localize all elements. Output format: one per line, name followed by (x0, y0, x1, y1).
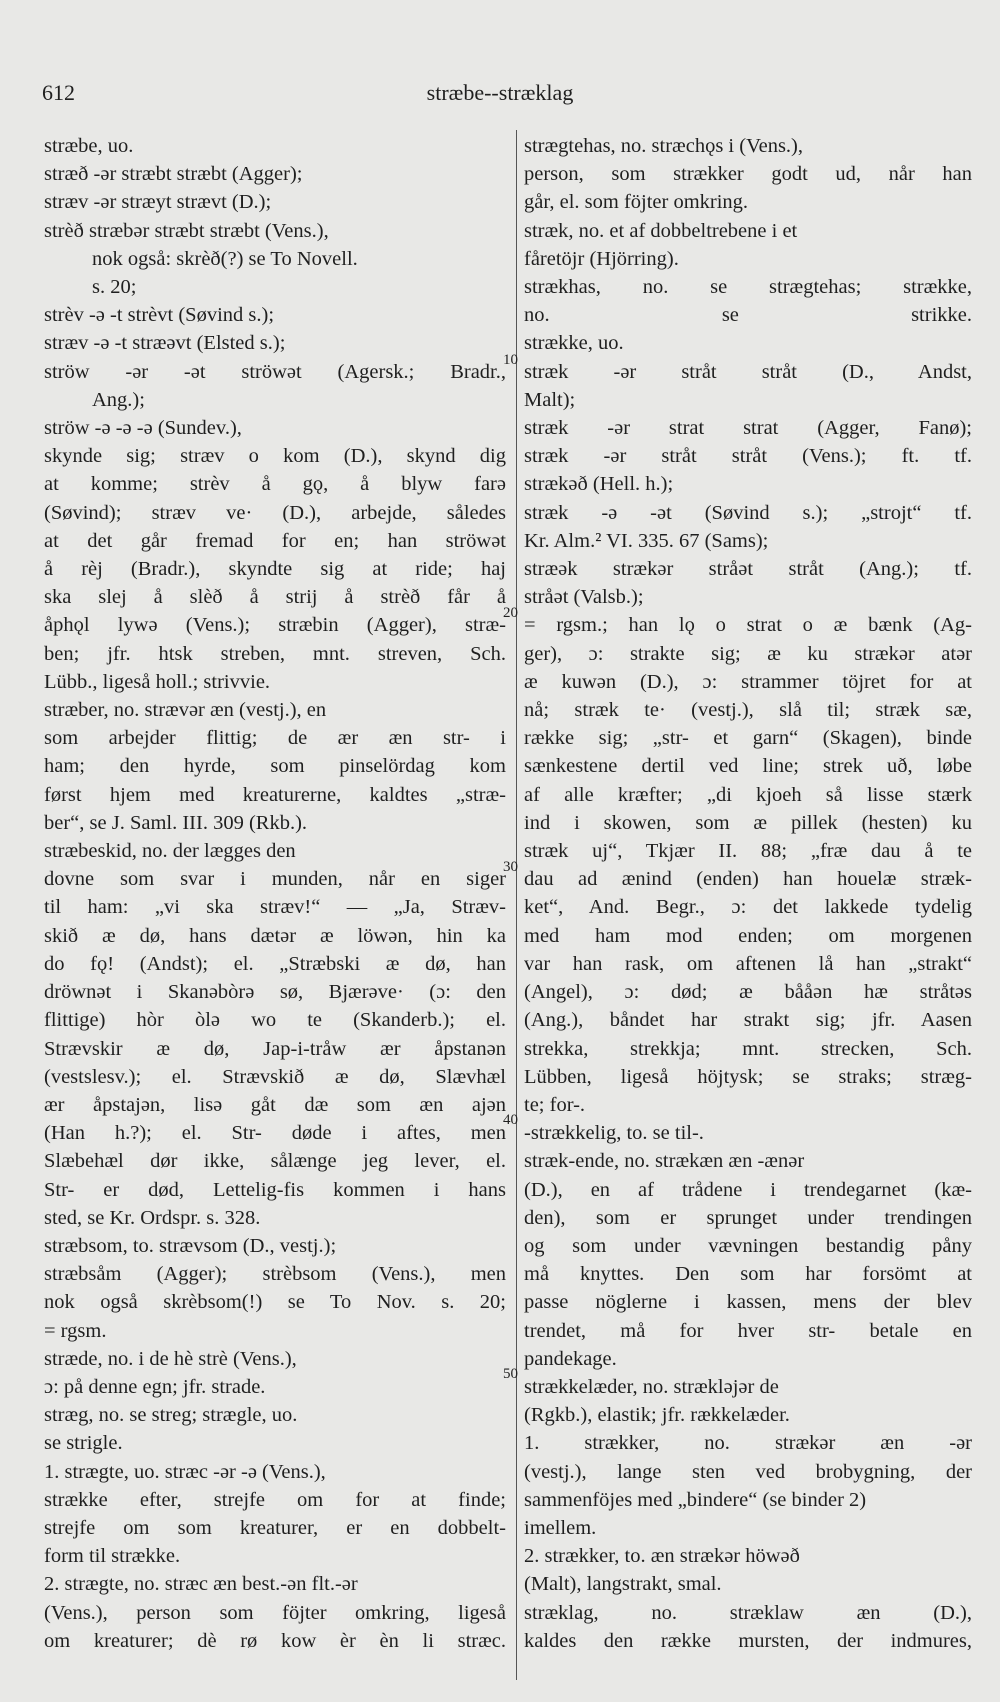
left-column-line: om kreaturer; dè rø kow èr èn li stræc. (44, 1629, 506, 1652)
right-column-line: må knyttes. Den som har forsömt at (524, 1263, 972, 1286)
right-column-line: stræklag, no. stræklaw æn (D.), (524, 1601, 972, 1624)
right-column-line: æ kuwən (D.), ɔ: strammer töjret for at (524, 670, 972, 693)
right-column-line: -strækkelig, to. se til-. (524, 1122, 704, 1145)
right-column-line: stræk -ər strat strat (Agger, Fanø); (524, 417, 972, 440)
left-column-line: ham; den hyrde, som pinselördag kom (44, 755, 506, 778)
right-column-line: 2. strækker, to. æn strækər höwəð (524, 1545, 800, 1568)
left-column-line: Lübb., ligeså holl.; strivvie. (44, 670, 271, 693)
right-column-line: person, som strækker godt ud, når han (524, 163, 972, 186)
left-column-line: (Vens.), person som föjter omkring, ligeså (44, 1601, 506, 1624)
right-column-line: pandekage. (524, 1347, 617, 1370)
right-column-line: imellem. (524, 1516, 597, 1539)
left-column-line: å rèj (Bradr.), skyndte sig at ride; haj (44, 558, 506, 581)
left-column-line: stræber, no. strævər æn (vestj.), en (44, 699, 327, 722)
right-column-line: nå; stræk te· (vestj.), slå til; stræk sæ, (524, 699, 972, 722)
right-column-line: strækkelæder, no. strækləjər de (524, 1375, 779, 1398)
right-column-line: sammenföjes med „bindere“ (se binder 2) (524, 1488, 867, 1511)
left-column-line: at komme; strèv å gǫ, å blyw farə (44, 473, 506, 496)
right-column-line: strekka, strekkja; mnt. strecken, Sch. (524, 1037, 972, 1060)
left-column-line: strèð stræbər stræbt stræbt (Vens.), (44, 219, 329, 242)
right-column-line: med ham mod enden; om morgenen (524, 924, 972, 947)
right-column-line: ind i skowen, som æ pillek (hesten) ku (524, 811, 972, 834)
right-column-line: kaldes den række mursten, der indmures, (524, 1629, 972, 1652)
right-column-line: trendet, må for hver str- betale en (524, 1319, 972, 1342)
right-column-line: (Ang.), båndet har strakt sig; jfr. Aasen (524, 1009, 972, 1032)
left-column-line: dovne som svar i munden, når en siger (44, 868, 506, 891)
right-column-line: passe nöglerne i kassen, mens der blev (524, 1291, 972, 1314)
left-column-line: se strigle. (44, 1432, 123, 1455)
left-column-line: ska slej å slèð å strij å strèð får å (44, 586, 506, 609)
right-column-line: den), som er sprunget under trendingen (524, 1206, 972, 1229)
running-head: stræbe--stræklag (426, 80, 574, 105)
right-column-line: ket“, And. Begr., ɔ: det lakkede tydelig (524, 896, 972, 919)
right-column-line: stræk, no. et af dobbeltrebene i et (524, 219, 798, 242)
right-column-line: stræk-ende, no. strækæn æn -ænər (524, 1150, 805, 1173)
left-column-line: stræbsåm (Agger); strèbsom (Vens.), men (44, 1263, 506, 1286)
left-column-line: stræg, no. se streg; strægle, uo. (44, 1404, 298, 1427)
left-column-line: (Han h.?); el. Str- døde i aftes, men (44, 1122, 506, 1145)
right-column-line: (D.), en af trådene i trendegarnet (kæ- (524, 1178, 972, 1201)
left-column-line: stræde, no. i de hè strè (Vens.), (44, 1347, 297, 1370)
left-column-line: form til strække. (44, 1545, 181, 1568)
left-column-line: 1. strægte, uo. stræc -ər -ə (Vens.), (44, 1460, 326, 1483)
left-column-line: strække efter, strejfe om for at finde; (44, 1488, 506, 1511)
right-column-line: ger), ɔ: strakte sig; æ ku strækər atər (524, 642, 972, 665)
right-column-line: går, el. som föjter omkring. (524, 191, 749, 214)
right-column-line: strækəð (Hell. h.); (524, 473, 674, 496)
left-column-line: stræbeskid, no. der lægges den (44, 840, 296, 863)
right-column-line: Kr. Alm.² VI. 335. 67 (Sams); (524, 529, 769, 552)
left-column-line: sted, se Kr. Ordspr. s. 328. (44, 1206, 261, 1229)
line-number-30: 30 (503, 859, 518, 875)
right-column-line: (Rgkb.), elastik; jfr. rækkelæder. (524, 1404, 790, 1427)
right-column-line: (vestj.), lange sten ved brobygning, der (524, 1460, 972, 1483)
left-column-line: = rgsm. (44, 1319, 107, 1342)
left-column-line: ströw -ər -ət ströwət (Agersk.; Bradr., (44, 360, 506, 383)
left-column-line: åphǫl lywə (Vens.); stræbin (Agger), stræ- (44, 614, 506, 637)
left-column-line: s. 20; (92, 276, 137, 299)
right-column-line: strække, uo. (524, 332, 624, 355)
left-column-line: ber“, se J. Saml. III. 309 (Rkb.). (44, 811, 308, 834)
left-column-line: ɔ: på denne egn; jfr. strade. (44, 1375, 266, 1398)
left-column-line: do fǫ! (Andst); el. „Stræbski æ dø, han (44, 952, 506, 975)
right-column-line: stræk -ər stråt stråt (Vens.); ft. tf. (524, 445, 972, 468)
left-column-line: som arbejder flittig; de ær æn str- i (44, 727, 506, 750)
right-column-line: Lübben, ligeså höjtysk; se straks; stræg- (524, 1065, 972, 1088)
right-column-line: (Angel), ɔ: død; æ bååən hæ stråtəs (524, 981, 972, 1004)
left-column-line: til ham: „vi ska stræv!“ — „Ja, Stræv- (44, 896, 506, 919)
right-column-line: dau ad ænind (enden) han houelæ stræk- (524, 868, 972, 891)
right-column-line: fåretöjr (Hjörring). (524, 247, 679, 270)
left-column-line: stræð -ər stræbt stræbt (Agger); (44, 163, 303, 186)
left-column-line: Slæbehæl dør ikke, sålænge jeg lever, el. (44, 1150, 506, 1173)
left-column-line: nok også skrèbsom(!) se To Nov. s. 20; (44, 1291, 506, 1314)
left-column-line: stræv -ər stræyt strævt (D.); (44, 191, 272, 214)
right-column-line: no. se strikke. (524, 304, 972, 327)
left-column-line: skynde sig; stræv o kom (D.), skynd dig (44, 445, 506, 468)
left-column-line: først hjem med kreaturerne, kaldtes „stræ- (44, 783, 506, 806)
right-column-line: stråət (Valsb.); (524, 586, 644, 609)
line-number-10: 10 (503, 352, 518, 368)
right-column-line: = rgsm.; han lǫ o strat o æ bænk (Ag- (524, 614, 972, 637)
page-number: 612 (42, 80, 75, 105)
right-column-line: stræək strækər stråət stråt (Ang.); tf. (524, 558, 972, 581)
right-column-line: strægtehas, no. stræchǫs i (Vens.), (524, 135, 804, 157)
left-column-line: stræv -ə -t stræəvt (Elsted s.); (44, 332, 286, 355)
left-column (44, 132, 506, 1655)
left-column-line: strèv -ə -t strèvt (Søvind s.); (44, 304, 275, 327)
right-column-line: af alle kræfter; „di kjoeh så lisse stærk (524, 783, 972, 806)
right-column-line: og som under vævningen bestandig påny (524, 1234, 972, 1257)
left-column-line: Strævskir æ dø, Jap-i-tråw ær åpstanən (44, 1037, 506, 1060)
left-column-line: Str- er død, Lettelig-fis kommen i hans (44, 1178, 506, 1201)
left-column-line: stræbe, uo. (44, 135, 134, 157)
left-column-line: (Søvind); stræv ve· (D.), arbejde, således (44, 501, 506, 524)
left-column-line: 2. strægte, no. stræc æn best.-ən flt.-ər (44, 1573, 358, 1596)
left-column-line: nok også: skrèð(?) se To Novell. (92, 247, 358, 270)
left-column-line: dröwnət i Skanəbòrə sø, Bjærəve· (ɔ: den (44, 981, 506, 1004)
left-column-line: at det går fremad for en; han ströwət (44, 529, 506, 552)
right-column-line: (Malt), langstrakt, smal. (524, 1573, 722, 1596)
line-number-20: 20 (503, 605, 518, 621)
right-column (524, 132, 972, 1655)
left-column-line: skið æ dø, hans dætər æ löwən, hin ka (44, 924, 506, 947)
right-column-line: sænkestene dertil ved line; strek uð, løbe (524, 755, 972, 778)
right-column-line: stræk uj“, Tkjær II. 88; „fræ dau å te (524, 840, 972, 863)
right-column-line: stræk -ər stråt stråt (D., Andst, (524, 360, 972, 383)
right-column-line: stræk -ə -ət (Søvind s.); „strojt“ tf. (524, 501, 972, 524)
left-column-line: stræbsom, to. strævsom (D., vestj.); (44, 1234, 337, 1257)
left-column-line: ben; jfr. htsk streben, mnt. streven, Sch. (44, 642, 506, 665)
left-column-line: strejfe om som kreaturer, er en dobbelt- (44, 1516, 506, 1539)
right-column-line: te; for-. (524, 1093, 586, 1116)
line-number-50: 50 (503, 1366, 518, 1382)
line-number-40: 40 (503, 1112, 518, 1128)
left-column-line: (vestslesv.); el. Strævskið æ dø, Slævhæl (44, 1065, 506, 1088)
right-column-line: strækhas, no. se strægtehas; strække, (524, 276, 972, 299)
right-column-line: Malt); (524, 388, 576, 411)
left-column-line: Ang.); (92, 388, 145, 411)
right-column-line: 1. strækker, no. strækər æn -ər (524, 1432, 972, 1455)
left-column-line: ær åpstajən, lisə gåt dæ som æn ajən (44, 1093, 506, 1116)
right-column-line: række sig; „str- et garn“ (Skagen), binde (524, 727, 972, 750)
left-column-line: flittige) hòr òlə wo te (Skanderb.); el. (44, 1009, 506, 1032)
right-column-line: var han rask, om aftenen lå han „strakt“ (524, 952, 972, 975)
left-column-line: ströw -ə -ə -ə (Sundev.), (44, 417, 242, 440)
